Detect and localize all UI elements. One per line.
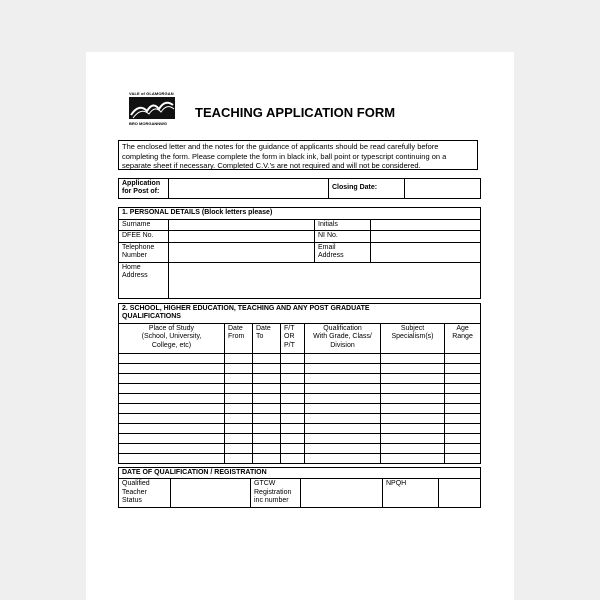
education-cell[interactable]: [119, 404, 225, 414]
npqh-input[interactable]: [439, 479, 481, 507]
education-cell[interactable]: [281, 404, 305, 414]
education-cell[interactable]: [445, 434, 481, 444]
surname-label: Surname: [119, 220, 169, 231]
education-cell[interactable]: [253, 424, 281, 434]
education-cell[interactable]: [381, 384, 445, 394]
closing-date-input[interactable]: [405, 179, 481, 199]
education-cell[interactable]: [445, 444, 481, 454]
initials-label: Initials: [315, 220, 371, 231]
education-heading: 2. SCHOOL, HIGHER EDUCATION, TEACHING AND ANY POST GRADUATE QUALIFICATIONS: [119, 304, 481, 324]
education-row: [119, 354, 481, 364]
qts-input[interactable]: [171, 479, 251, 507]
education-cell[interactable]: [119, 394, 225, 404]
education-cell[interactable]: [119, 414, 225, 424]
qualification-table: [118, 467, 481, 508]
gtcw-input[interactable]: [301, 479, 383, 507]
logo-bottom-text: BRO MORGANNWG: [129, 121, 167, 126]
education-cell[interactable]: [445, 394, 481, 404]
education-cell[interactable]: [305, 454, 381, 464]
post-input[interactable]: [169, 179, 329, 199]
education-cell[interactable]: [225, 394, 253, 404]
education-cell[interactable]: [253, 354, 281, 364]
education-cell[interactable]: [225, 444, 253, 454]
npqh-label: NPQH: [383, 479, 439, 507]
closing-date-label: Closing Date:: [329, 179, 405, 199]
logo-emblem: [129, 97, 175, 119]
page-title: TEACHING APPLICATION FORM: [195, 105, 396, 120]
personal-details-table: [118, 207, 481, 299]
education-cell[interactable]: [225, 424, 253, 434]
col-subject: Subject Specialism(s): [381, 324, 445, 354]
education-cell[interactable]: [305, 434, 381, 444]
education-cell[interactable]: [253, 384, 281, 394]
education-cell[interactable]: [381, 374, 445, 384]
education-cell[interactable]: [281, 424, 305, 434]
education-cell[interactable]: [253, 364, 281, 374]
education-cell[interactable]: [253, 404, 281, 414]
education-cell[interactable]: [305, 384, 381, 394]
email-label: Email Address: [315, 242, 371, 262]
col-date-from: Date From: [225, 324, 253, 354]
education-cell[interactable]: [281, 434, 305, 444]
education-cell[interactable]: [445, 354, 481, 364]
education-cell[interactable]: [381, 414, 445, 424]
education-cell[interactable]: [119, 374, 225, 384]
education-cell[interactable]: [225, 454, 253, 464]
education-cell[interactable]: [381, 444, 445, 454]
col-date-to: Date To: [253, 324, 281, 354]
education-cell[interactable]: [281, 394, 305, 404]
form-page: [86, 52, 514, 600]
education-cell[interactable]: [305, 404, 381, 414]
notes-line: separate sheet if necessary. Completed C.V.'s are not required and will not be considered.: [122, 161, 421, 171]
education-cell[interactable]: [305, 354, 381, 364]
education-cell[interactable]: [381, 424, 445, 434]
telephone-label: Telephone Number: [119, 242, 169, 262]
education-cell[interactable]: [119, 364, 225, 374]
education-cell[interactable]: [281, 384, 305, 394]
ni-label: NI No.: [315, 231, 371, 242]
education-table: [118, 303, 481, 464]
education-cell[interactable]: [445, 374, 481, 384]
education-cell[interactable]: [225, 354, 253, 364]
education-cell[interactable]: [445, 384, 481, 394]
education-cell[interactable]: [225, 374, 253, 384]
education-cell[interactable]: [253, 444, 281, 454]
education-row: [119, 414, 481, 424]
education-cell[interactable]: [381, 434, 445, 444]
education-row: [119, 444, 481, 454]
education-cell[interactable]: [253, 454, 281, 464]
col-age-range: Age Range: [445, 324, 481, 354]
education-row: [119, 394, 481, 404]
dfee-input[interactable]: [169, 231, 315, 242]
education-cell[interactable]: [305, 374, 381, 384]
qts-label: Qualified Teacher Status: [119, 479, 171, 507]
application-post-table: [118, 178, 481, 199]
education-cell[interactable]: [253, 394, 281, 404]
education-cell[interactable]: [281, 444, 305, 454]
education-cell[interactable]: [119, 434, 225, 444]
education-cell[interactable]: [225, 434, 253, 444]
education-cell[interactable]: [381, 364, 445, 374]
education-row: [119, 434, 481, 444]
education-row: [119, 454, 481, 464]
col-place-of-study: Place of Study (School, University, College, etc): [119, 324, 225, 354]
education-cell[interactable]: [381, 394, 445, 404]
education-cell[interactable]: [281, 364, 305, 374]
education-cell[interactable]: [119, 454, 225, 464]
education-cell[interactable]: [253, 414, 281, 424]
education-cell[interactable]: [381, 354, 445, 364]
education-row: [119, 364, 481, 374]
gtcw-label: GTCW Registration inc number: [251, 479, 301, 507]
post-label: Application for Post of:: [119, 179, 169, 199]
education-cell[interactable]: [281, 354, 305, 364]
education-cell[interactable]: [381, 404, 445, 414]
surname-input[interactable]: [169, 220, 315, 231]
home-address-label: Home Address: [119, 262, 169, 298]
wave-emblem-icon: [129, 97, 175, 119]
education-cell[interactable]: [445, 404, 481, 414]
education-cell[interactable]: [381, 454, 445, 464]
education-cell[interactable]: [281, 374, 305, 384]
education-cell[interactable]: [281, 454, 305, 464]
education-row: [119, 384, 481, 394]
education-cell[interactable]: [119, 444, 225, 454]
education-cell[interactable]: [305, 394, 381, 404]
education-cell[interactable]: [119, 424, 225, 434]
education-cell[interactable]: [305, 364, 381, 374]
dfee-label: DFEE No.: [119, 231, 169, 242]
education-cell[interactable]: [253, 434, 281, 444]
education-cell[interactable]: [445, 424, 481, 434]
education-cell[interactable]: [445, 364, 481, 374]
education-cell[interactable]: [253, 374, 281, 384]
education-cell[interactable]: [225, 364, 253, 374]
education-cell[interactable]: [305, 424, 381, 434]
education-cell[interactable]: [281, 414, 305, 424]
education-row: [119, 404, 481, 414]
guidance-notes: [118, 140, 478, 170]
education-cell[interactable]: [445, 454, 481, 464]
logo-top-text: VALE of GLAMORGAN: [129, 91, 174, 96]
ni-input[interactable]: [371, 231, 481, 242]
home-address-input[interactable]: [169, 262, 481, 298]
education-cell[interactable]: [119, 384, 225, 394]
qualification-heading: DATE OF QUALIFICATION / REGISTRATION: [119, 468, 481, 479]
telephone-input[interactable]: [169, 242, 315, 262]
education-cell[interactable]: [225, 384, 253, 394]
education-cell[interactable]: [119, 354, 225, 364]
initials-input[interactable]: [371, 220, 481, 231]
education-cell[interactable]: [445, 414, 481, 424]
education-cell[interactable]: [305, 414, 381, 424]
education-cell[interactable]: [305, 444, 381, 454]
education-cell[interactable]: [225, 414, 253, 424]
notes-line: The enclosed letter and the notes for the guidance of applicants should be read carefully before: [122, 142, 439, 151]
col-qualification: Qualification With Grade, Class/ Division: [305, 324, 381, 354]
education-cell[interactable]: [225, 404, 253, 414]
notes-line: completing the form. Please complete the form in black ink, ball point or typescript continuing on a: [122, 151, 447, 161]
education-row: [119, 424, 481, 434]
col-ft-pt: F/T OR P/T: [281, 324, 305, 354]
education-row: [119, 374, 481, 384]
council-logo: [129, 91, 177, 127]
email-input[interactable]: [371, 242, 481, 262]
personal-heading: 1. PERSONAL DETAILS (Block letters please): [119, 208, 481, 220]
